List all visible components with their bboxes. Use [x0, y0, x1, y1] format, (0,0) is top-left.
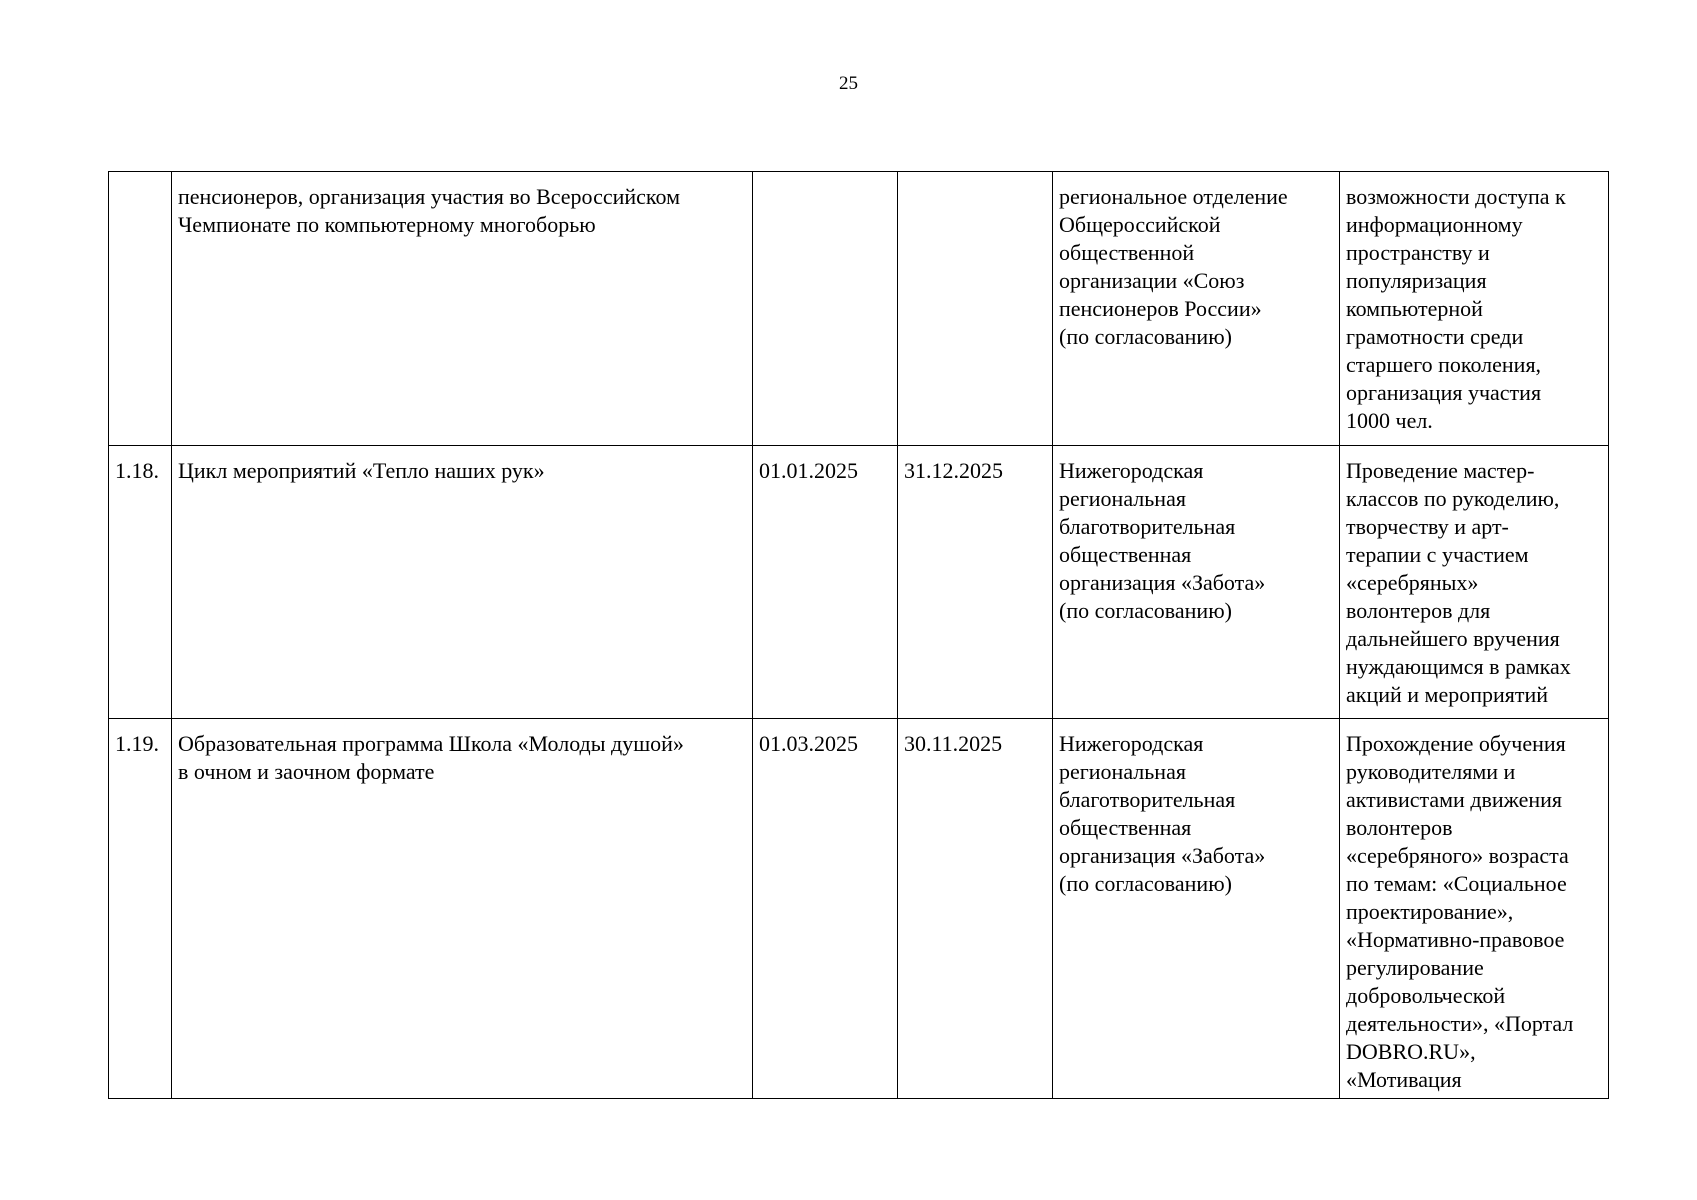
- organizer-cell: Нижегородская региональная благотворительная общественная организация «Забота» (по согласованию): [1053, 719, 1340, 1099]
- result-cell: Прохождение обучения руководителями и активистами движения волонтеров «серебряного» возраста по темам: «Социальное проектирование», «Нормативно-правовое регулирование добровольческой деятельности», «Портал DOBRO.RU», «Мотивация: [1340, 719, 1609, 1099]
- events-table: [108, 171, 1609, 1099]
- start-date-cell: 01.01.2025: [753, 446, 898, 719]
- event-name-cell: пенсионеров, организация участия во Всероссийском Чемпионате по компьютерному многоборью: [172, 172, 753, 446]
- organizer-cell: Нижегородская региональная благотворительная общественная организация «Забота» (по согласованию): [1053, 446, 1340, 719]
- end-date-cell: 30.11.2025: [898, 719, 1053, 1099]
- table-row: [109, 719, 1609, 1099]
- result-cell: Проведение мастер- классов по рукоделию, творчеству и арт- терапии с участием «серебряных» волонтеров для дальнейшего вручения нуждающимся в рамках акций и мероприятий: [1340, 446, 1609, 719]
- result-cell: возможности доступа к информационному пространству и популяризация компьютерной грамотности среди старшего поколения, организация участия 1000 чел.: [1340, 172, 1609, 446]
- table-row: [109, 446, 1609, 719]
- end-date-cell: 31.12.2025: [898, 446, 1053, 719]
- end-date-cell: [898, 172, 1053, 446]
- page-number: 25: [839, 73, 858, 94]
- event-name-cell: Цикл мероприятий «Тепло наших рук»: [172, 446, 753, 719]
- item-number-cell: 1.19.: [109, 719, 172, 1099]
- event-name-cell: Образовательная программа Школа «Молоды душой» в очном и заочном формате: [172, 719, 753, 1099]
- start-date-cell: 01.03.2025: [753, 719, 898, 1099]
- table-row: [109, 172, 1609, 446]
- item-number-cell: 1.18.: [109, 446, 172, 719]
- organizer-cell: региональное отделение Общероссийской общественной организации «Союз пенсионеров России» (по согласованию): [1053, 172, 1340, 446]
- start-date-cell: [753, 172, 898, 446]
- item-number-cell: [109, 172, 172, 446]
